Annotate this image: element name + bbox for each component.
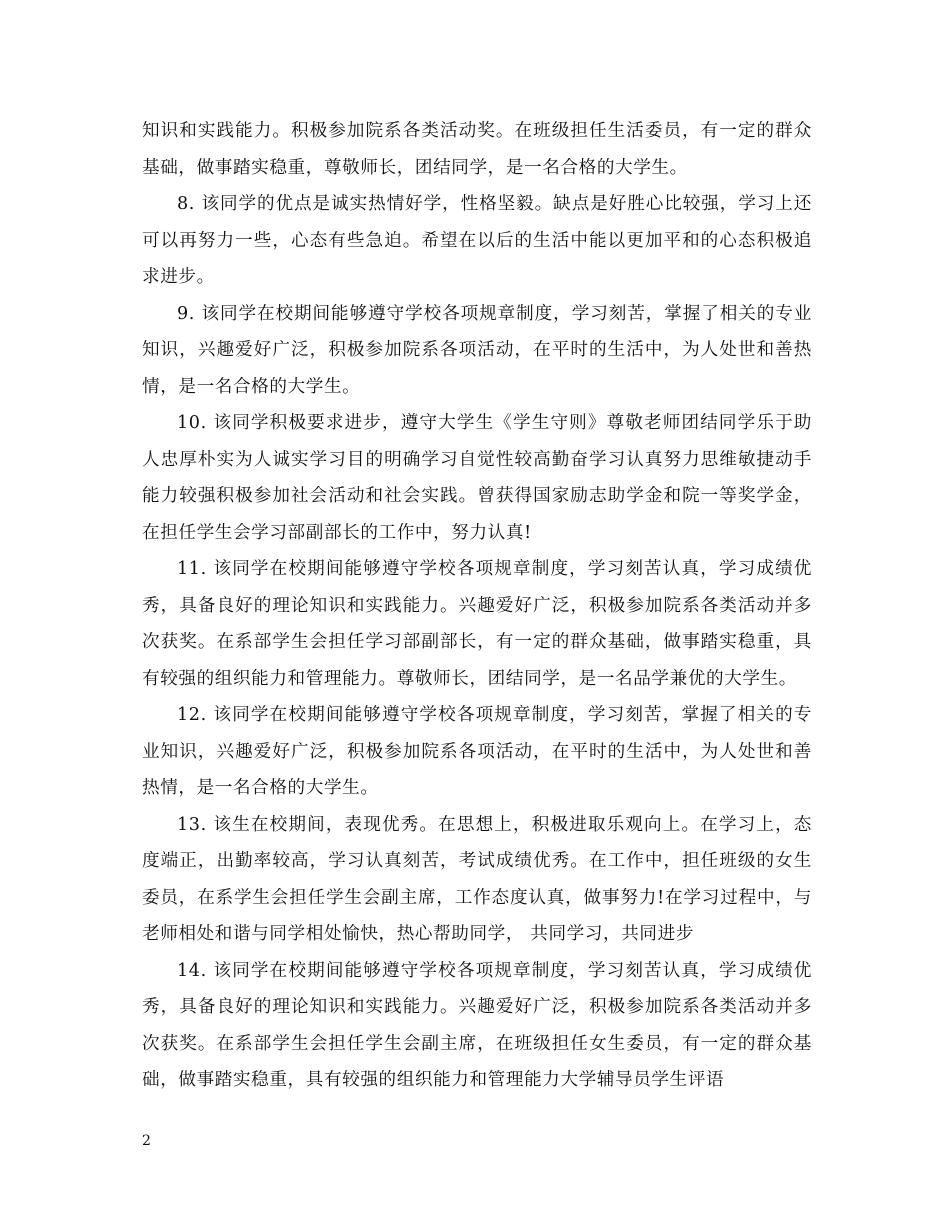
document-body	[142, 113, 812, 1099]
paragraph-continuation: 知识和实践能力。积极参加院系各类活动奖。在班级担任生活委员，有一定的群众基础，做事踏实稳重，尊敬师长，团结同学，是一名合格的大学生。	[142, 121, 812, 178]
paragraph-item-14: 14. 该同学在校期间能够遵守学校各项规章制度，学习刻苦认真，学习成绩优秀，具备良好的理论知识和实践能力。兴趣爱好广泛，积极参加院系各类活动并多次获奖。在系部学生会担任学生会副主席，在班级担任女生委员，有一定的群众基础，做事踏实稳重，具有较强的组织能力和管理能力大学辅导员学生评语	[142, 960, 812, 1090]
paragraph-item-10: 10. 该同学积极要求进步，遵守大学生《学生守则》尊敬老师团结同学乐于助人忠厚朴实为人诚实学习目的明确学习自觉性较高勤奋学习认真努力思维敏捷动手能力较强积极参加社会活动和社会实践。曾获得国家励志助学金和院一等奖学金，在担任学生会学习部副部长的工作中，努力认真!	[142, 413, 812, 543]
paragraph-item-9: 9. 该同学在校期间能够遵守学校各项规章制度，学习刻苦，掌握了相关的专业知识，兴趣爱好广泛，积极参加院系各项活动，在平时的生活中，为人处世和善热情，是一名合格的大学生。	[142, 303, 812, 397]
paragraph-item-12: 12. 该同学在校期间能够遵守学校各项规章制度，学习刻苦，掌握了相关的专业知识，兴趣爱好广泛，积极参加院系各项活动，在平时的生活中，为人处世和善热情，是一名合格的大学生。	[142, 705, 812, 798]
paragraph-item-11: 11. 该同学在校期间能够遵守学校各项规章制度，学习刻苦认真，学习成绩优秀，具备良好的理论知识和实践能力。兴趣爱好广泛，积极参加院系各类活动并多次获奖。在系部学生会担任学习部副部长，有一定的群众基础，做事踏实稳重，具有较强的组织能力和管理能力。尊敬师长，团结同学，是一名品学兼优的大学生。	[142, 559, 812, 689]
page-number: 2	[142, 1133, 151, 1149]
paragraph-item-13: 13. 该生在校期间，表现优秀。在思想上，积极进取乐观向上。在学习上，态度端正，出勤率较高，学习认真刻苦，考试成绩优秀。在工作中，担任班级的女生委员，在系学生会担任学生会副主席，工作态度认真，做事努力!在学习过程中，与老师相处和谐与同学相处愉快，热心帮助同学， 共同学习，共同进步	[142, 814, 812, 944]
paragraph-item-8: 8. 该同学的优点是诚实热情好学，性格坚毅。缺点是好胜心比较强，学习上还可以再努力一些，心态有些急迫。希望在以后的生活中能以更加平和的心态积极追求进步。	[142, 194, 812, 287]
